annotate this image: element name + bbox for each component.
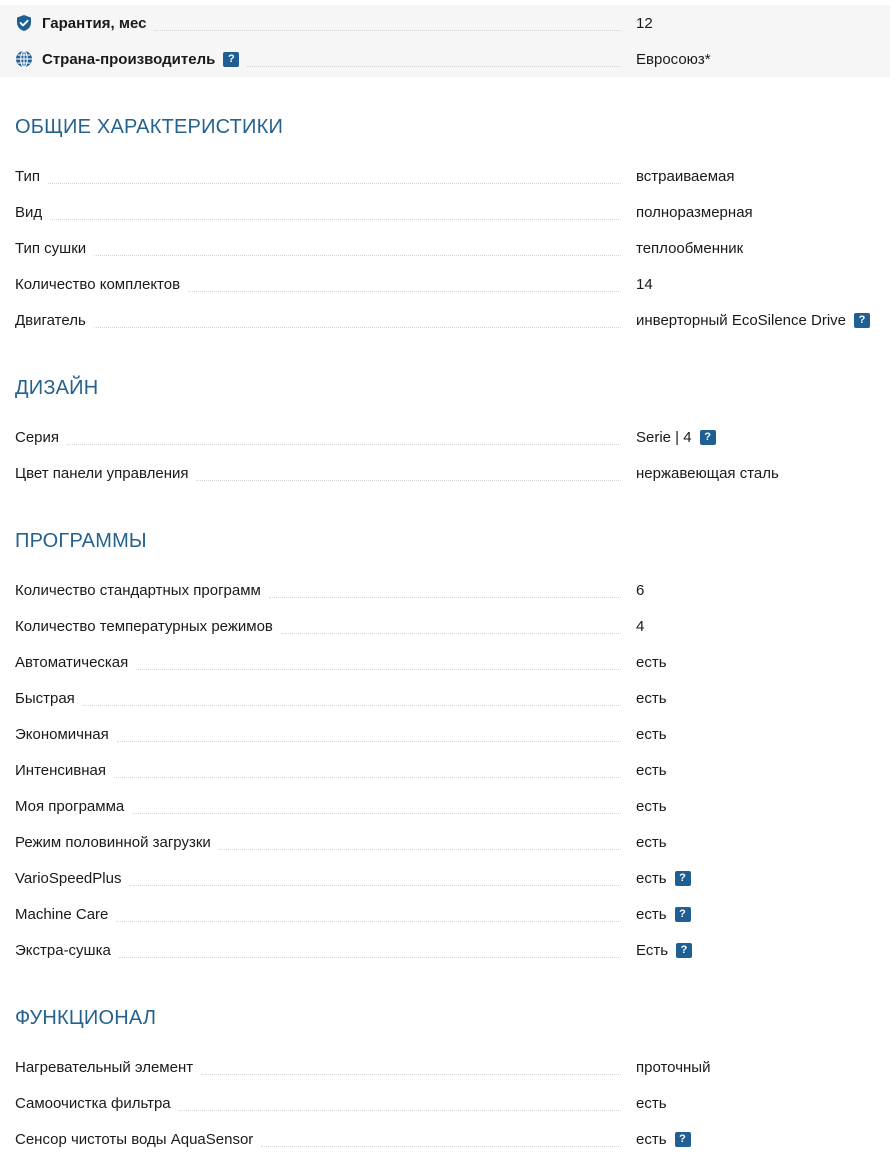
shield-check-icon (15, 14, 33, 32)
spec-value-area (636, 788, 667, 824)
dotted-leader (269, 597, 621, 598)
dotted-leader (219, 849, 621, 850)
spec-value: Serie | 4 (636, 428, 692, 446)
spec-row-label-area (15, 41, 621, 77)
dotted-leader (114, 777, 621, 778)
spec-value-area (636, 716, 667, 752)
spec-value: есть (636, 1130, 667, 1148)
spec-row-label-area (15, 572, 621, 608)
spec-label: Machine Care (15, 905, 109, 923)
spec-row (0, 572, 890, 608)
spec-row (0, 41, 890, 77)
spec-label: Сенсор чистоты воды AquaSensor (15, 1130, 254, 1148)
section-title: ОБЩИЕ ХАРАКТЕРИСТИКИ (15, 116, 284, 138)
spec-value: встраиваемая (636, 167, 735, 185)
spec-value: есть (636, 653, 667, 671)
spec-value-area (636, 608, 644, 644)
spec-row-label-area (15, 896, 621, 932)
spec-row-label-area (15, 266, 621, 302)
spec-row (0, 230, 890, 266)
spec-row-label-area (15, 1085, 621, 1121)
spec-label: Тип (15, 167, 41, 185)
help-icon[interactable]: ? (676, 943, 692, 958)
spec-value: проточный (636, 1058, 711, 1076)
spec-row-label-area (15, 5, 621, 41)
spec-value-area (636, 644, 667, 680)
spec-label: Страна-производитель (42, 50, 216, 68)
spec-value-area (636, 1085, 667, 1121)
spec-row-label-area (15, 455, 621, 491)
help-icon[interactable]: ? (675, 1132, 691, 1147)
spec-row (0, 716, 890, 752)
spec-row-label-area (15, 419, 621, 455)
spec-value-area (636, 572, 644, 608)
dotted-leader (154, 30, 621, 31)
spec-value-area (636, 455, 779, 491)
spec-row (0, 194, 890, 230)
spec-value-area (636, 860, 691, 896)
spec-row-label-area (15, 716, 621, 752)
spec-value-area (636, 932, 692, 968)
spec-row (0, 896, 890, 932)
spec-value: есть (636, 905, 667, 923)
spec-row (0, 752, 890, 788)
section-title: ПРОГРАММЫ (15, 530, 147, 552)
section-title: ФУНКЦИОНАЛ (15, 1007, 157, 1029)
spec-label: Серия (15, 428, 60, 446)
spec-row (0, 266, 890, 302)
spec-row-label-area (15, 824, 621, 860)
dotted-leader (247, 66, 621, 67)
spec-label: Двигатель (15, 311, 86, 329)
spec-row-label-area (15, 1121, 621, 1157)
dotted-leader (129, 885, 621, 886)
dotted-leader (50, 219, 621, 220)
spec-value-area (636, 752, 667, 788)
spec-value: 4 (636, 617, 645, 635)
spec-row (0, 419, 890, 455)
spec-value: есть (636, 689, 667, 707)
spec-row (0, 455, 890, 491)
dotted-leader (132, 813, 621, 814)
spec-label: Гарантия, мес (42, 14, 147, 32)
dotted-leader (188, 291, 621, 292)
spec-value: Евросоюз* (636, 50, 711, 68)
spec-value: есть (636, 833, 667, 851)
spec-row (0, 608, 890, 644)
spec-row (0, 788, 890, 824)
dotted-leader (94, 255, 621, 256)
spec-value: 12 (636, 14, 653, 32)
spec-value: есть (636, 725, 667, 743)
spec-row-label-area (15, 680, 621, 716)
spec-row-label-area (15, 860, 621, 896)
spec-label: Экстра-сушка (15, 941, 111, 959)
spec-row-label-area (15, 752, 621, 788)
spec-label: Вид (15, 203, 43, 221)
spec-value: есть (636, 1094, 667, 1112)
spec-row (0, 1049, 890, 1085)
spec-value: нержавеющая сталь (636, 464, 779, 482)
spec-row-label-area (15, 608, 621, 644)
spec-row-label-area (15, 230, 621, 266)
spec-value: есть (636, 869, 667, 887)
help-icon[interactable]: ? (675, 907, 691, 922)
dotted-leader (179, 1110, 621, 1111)
spec-row (0, 1085, 890, 1121)
spec-row (0, 1121, 890, 1157)
spec-label: Экономичная (15, 725, 109, 743)
spec-row (0, 302, 890, 338)
spec-value-area (636, 194, 753, 230)
spec-value-area (636, 824, 667, 860)
spec-label: Цвет панели управления (15, 464, 189, 482)
spec-label: Автоматическая (15, 653, 129, 671)
spec-value-area (636, 896, 691, 932)
dotted-leader (196, 480, 621, 481)
spec-label: Режим половинной загрузки (15, 833, 211, 851)
spec-row-label-area (15, 302, 621, 338)
help-icon[interactable]: ? (854, 313, 870, 328)
spec-label: Количество комплектов (15, 275, 181, 293)
spec-value-area (636, 1049, 710, 1085)
spec-row-label-area (15, 158, 621, 194)
spec-value-area (636, 266, 653, 302)
spec-row-label-area (15, 932, 621, 968)
spec-label: Нагревательный элемент (15, 1058, 194, 1076)
spec-row (0, 824, 890, 860)
spec-value-area (636, 5, 653, 41)
dotted-leader (48, 183, 621, 184)
globe-icon-shape (15, 50, 33, 68)
help-icon[interactable]: ? (700, 430, 716, 445)
spec-row-label-area (15, 644, 621, 680)
spec-label: VarioSpeedPlus (15, 869, 122, 887)
spec-row (0, 680, 890, 716)
spec-label: Самоочистка фильтра (15, 1094, 171, 1112)
spec-value: 6 (636, 581, 645, 599)
spec-row-label-area (15, 1049, 621, 1085)
spec-row (0, 932, 890, 968)
spec-row-label-area (15, 788, 621, 824)
spec-value-area (636, 230, 743, 266)
spec-row (0, 5, 890, 41)
dotted-leader (119, 957, 621, 958)
help-icon[interactable]: ? (223, 52, 239, 67)
spec-value: Есть (636, 941, 669, 959)
spec-label: Моя программа (15, 797, 125, 815)
spec-row-label-area (15, 194, 621, 230)
section-title: ДИЗАЙН (15, 377, 99, 399)
spec-value: инверторный EcoSilence Drive (636, 311, 847, 329)
dotted-leader (201, 1074, 621, 1075)
spec-label: Тип сушки (15, 239, 87, 257)
spec-value-area (636, 1121, 691, 1157)
spec-value-area (636, 680, 667, 716)
spec-value: 14 (636, 275, 653, 293)
spec-row (0, 860, 890, 896)
shield-check-icon-shape (15, 14, 33, 32)
spec-value-area (636, 41, 711, 77)
spec-label: Количество температурных режимов (15, 617, 273, 635)
dotted-leader (83, 705, 621, 706)
globe-icon (15, 50, 33, 68)
spec-value-area (636, 158, 735, 194)
dotted-leader (281, 633, 621, 634)
spec-row (0, 158, 890, 194)
spec-value: полноразмерная (636, 203, 753, 221)
spec-label: Быстрая (15, 689, 75, 707)
spec-value: есть (636, 797, 667, 815)
spec-label: Количество стандартных программ (15, 581, 261, 599)
dotted-leader (116, 921, 621, 922)
dotted-leader (117, 741, 621, 742)
spec-value-area (636, 302, 870, 338)
spec-value: есть (636, 761, 667, 779)
spec-value-area (636, 419, 716, 455)
dotted-leader (136, 669, 621, 670)
spec-label: Интенсивная (15, 761, 106, 779)
spec-row (0, 644, 890, 680)
dotted-leader (94, 327, 621, 328)
dotted-leader (67, 444, 621, 445)
spec-value: теплообменник (636, 239, 744, 257)
dotted-leader (261, 1146, 621, 1147)
help-icon[interactable]: ? (675, 871, 691, 886)
